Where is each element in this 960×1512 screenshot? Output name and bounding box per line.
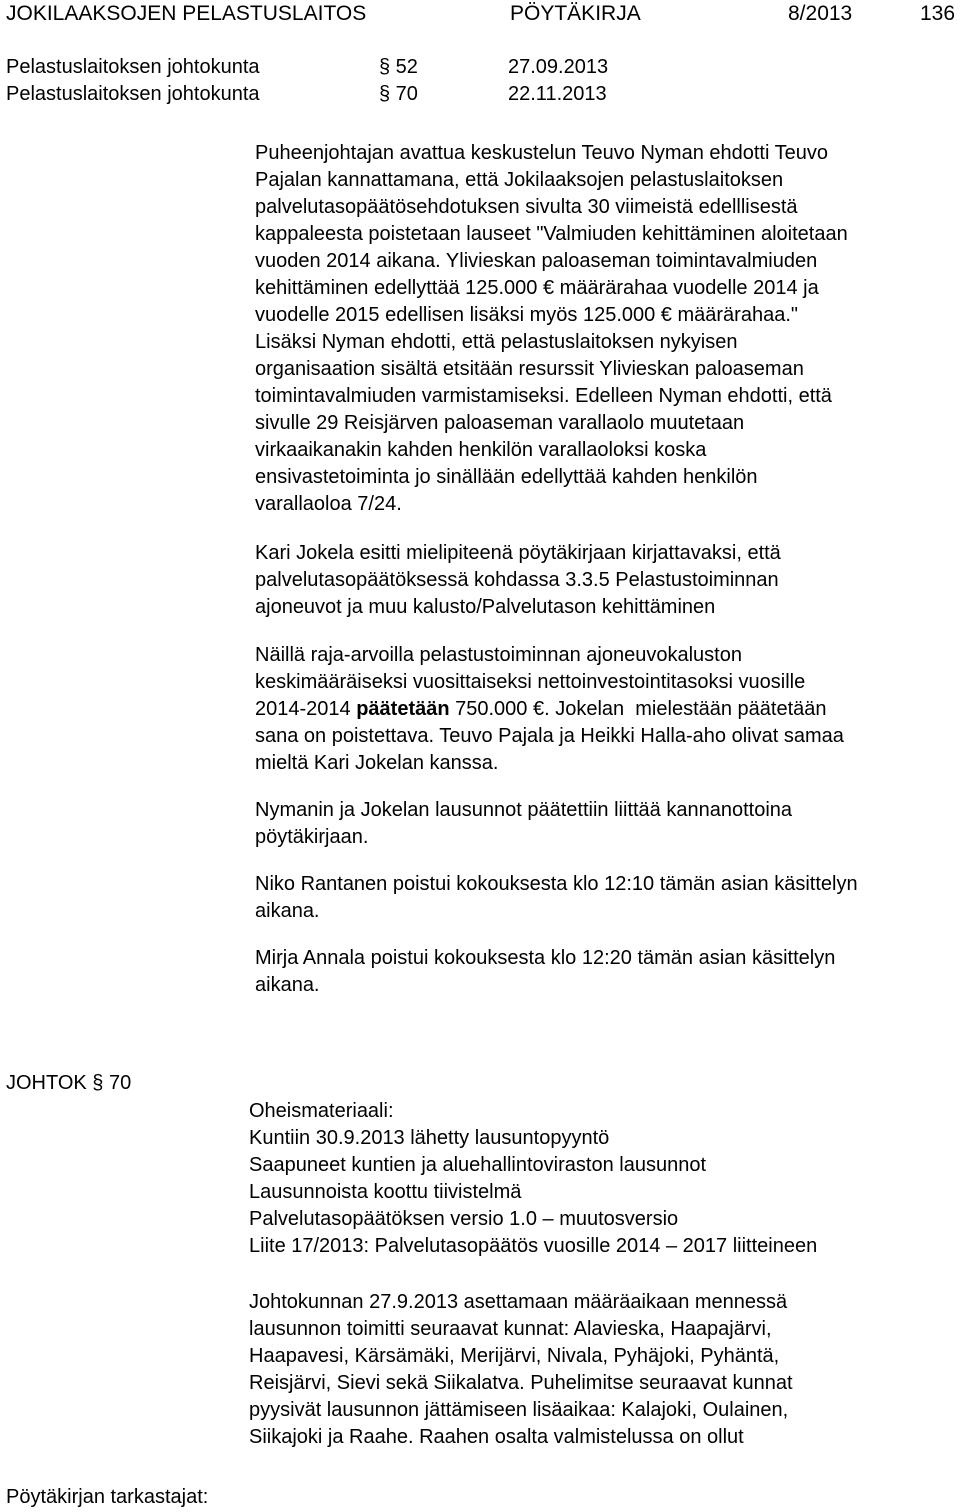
text-line: palvelutasopäätösehdotuksen sivulta 30 viimeistä edelllisestä [255, 196, 798, 218]
text-line: aikana. [255, 974, 320, 996]
reference-body: Pelastuslaitoksen johtokunta [6, 83, 260, 105]
text-line: pyysivät lausunnon jättämiseen lisäaikaa: Kalajoki, Oulainen, [249, 1399, 789, 1421]
text-line: Mirja Annala poistui kokouksesta klo 12:20 tämän asian käsittelyn [255, 947, 836, 969]
attachment-item: Kuntiin 30.9.2013 lähetty lausuntopyyntö [249, 1127, 610, 1149]
text-line: Haapavesi, Kärsämäki, Merijärvi, Nivala, Pyhäjoki, Pyhäntä, [249, 1345, 780, 1367]
text-line: toimintavalmiuden varmistamiseksi. Edelleen Nyman ehdotti, että [255, 385, 832, 407]
text-line: ajoneuvot ja muu kalusto/Palvelutason kehittäminen [255, 596, 716, 618]
text-line: Siikajoki ja Raahe. Raahen osalta valmistelussa on ollut [249, 1426, 744, 1448]
text-line: vuoden 2014 aikana. Ylivieskan paloaseman toimintavalmiuden [255, 250, 818, 272]
attachment-item: Lausunnoista koottu tiivistelmä [249, 1181, 522, 1203]
text-line: kappaleesta poistetaan lauseet "Valmiuden kehittäminen aloitetaan [255, 223, 848, 245]
text-line: Lisäksi Nyman ehdotti, että pelastuslaitoksen nykyisen [255, 331, 738, 353]
text-line: Reisjärvi, Sievi sekä Siikalatva. Puhelimitse seuraavat kunnat [249, 1372, 793, 1394]
text-line: Niko Rantanen poistui kokouksesta klo 12:10 tämän asian käsittelyn [255, 873, 858, 895]
text-line: vuodelle 2015 edellisen lisäksi myös 125.000 € määrärahaa." [255, 304, 798, 326]
attachment-item: Liite 17/2013: Palvelutasopäätös vuosille 2014 – 2017 liitteineen [249, 1235, 818, 1257]
reference-date: 27.09.2013 [508, 56, 609, 78]
text-line: mieltä Kari Jokelan kanssa. [255, 752, 499, 774]
organization-name: JOKILAAKSOJEN PELASTUSLAITOS [6, 2, 367, 25]
text-line: keskimääräiseksi vuosittaiseksi nettoinvestointitasoksi vuosille [255, 671, 806, 693]
attachments-title: Oheismateriaali: [249, 1100, 394, 1122]
vehicle-investment-paragraph [255, 642, 955, 777]
attachment-item: Saapuneet kuntien ja aluehallintoviraston lausunnot [249, 1154, 707, 1176]
text-line: organisaation sisältä etsitään resurssit Ylivieskan paloaseman [255, 358, 804, 380]
text-line: Nymanin ja Jokelan lausunnot päätettiin liittää kannanottoina [255, 799, 793, 821]
text-line: pöytäkirjaan. [255, 826, 369, 848]
text-line [255, 696, 955, 723]
text-segment: 750.000 €. Jokelan mielestään päätetään [449, 698, 827, 720]
reference-date: 22.11.2013 [508, 83, 607, 105]
section-label: JOHTOK § 70 [6, 1072, 132, 1094]
text-line: Johtokunnan 27.9.2013 asettamaan määräaikaan mennessä [249, 1291, 788, 1313]
text-line: kehittäminen edellyttää 125.000 € määrärahaa vuodelle 2014 ja [255, 277, 819, 299]
rantanen-left-paragraph [255, 871, 955, 925]
text-line: ensivastetoiminta jo sinällään edellyttää kahden henkilön [255, 466, 758, 488]
statements-paragraph [255, 797, 955, 851]
annala-left-paragraph [255, 945, 955, 999]
nyman-proposal-paragraph [255, 140, 955, 518]
reviewers-label: Pöytäkirjan tarkastajat: [6, 1486, 209, 1508]
section70-body [249, 1289, 949, 1451]
reference-section: § 70 [379, 83, 418, 105]
text-line: varallaoloa 7/24. [255, 493, 402, 515]
text-line: Puheenjohtajan avattua keskustelun Teuvo Nyman ehdotti Teuvo [255, 142, 828, 164]
attachments-list [249, 1098, 949, 1260]
reference-body: Pelastuslaitoksen johtokunta [6, 56, 260, 78]
text-line: virkaaikanakin kahden henkilön varallaoloksi koska [255, 439, 707, 461]
reference-section: § 52 [379, 56, 418, 78]
text-line: aikana. [255, 900, 320, 922]
text-segment: 2014-2014 [255, 698, 357, 720]
bold-word: päätetään [356, 698, 450, 720]
text-line: lausunnon toimitti seuraavat kunnat: Alavieska, Haapajärvi, [249, 1318, 772, 1340]
text-line: Näillä raja-arvoilla pelastustoiminnan ajoneuvokaluston [255, 644, 742, 666]
attachment-item: Palvelutasopäätöksen versio 1.0 – muutosversio [249, 1208, 679, 1230]
text-line: Kari Jokela esitti mielipiteenä pöytäkirjaan kirjattavaksi, että [255, 542, 781, 564]
page-number: 136 [920, 2, 956, 25]
text-line: palvelutasopäätöksessä kohdassa 3.3.5 Pelastustoiminnan [255, 569, 779, 591]
text-line: sivulle 29 Reisjärven paloaseman varallaolo muutetaan [255, 412, 745, 434]
jokela-opinion-paragraph [255, 540, 955, 621]
text-line: sana on poistettava. Teuvo Pajala ja Heikki Halla-aho olivat samaa [255, 725, 844, 747]
document-number: 8/2013 [788, 2, 853, 25]
document-type: PÖYTÄKIRJA [510, 2, 641, 25]
text-line: Pajalan kannattamana, että Jokilaaksojen pelastuslaitoksen [255, 169, 784, 191]
